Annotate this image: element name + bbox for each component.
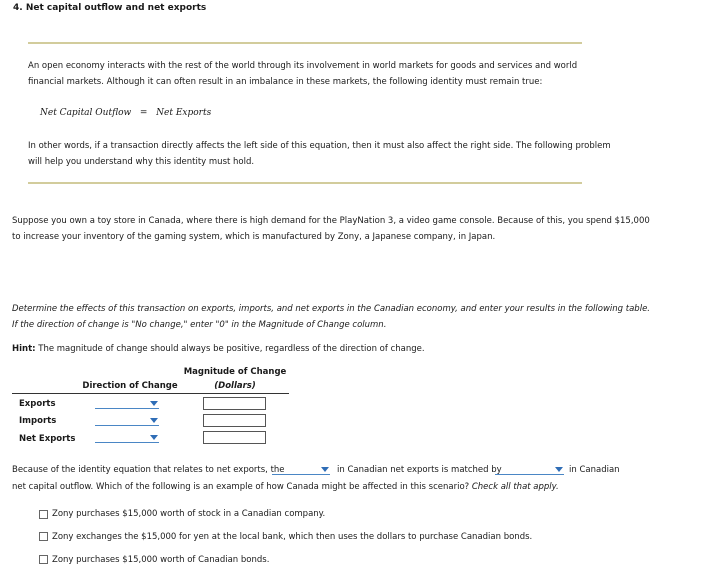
matching-change-dropdown[interactable] (495, 466, 564, 475)
exports-magnitude-input[interactable] (203, 397, 266, 410)
chevron-down-icon (555, 467, 563, 472)
instructions-line-1: Determine the effects of this transaction on exports, imports, and net exports in the Canadian economy, and enter your results in the following table. (12, 304, 650, 314)
identity-question-part2: in Canadian net exports is matched by (337, 465, 502, 475)
net-exports-magnitude-input[interactable] (203, 431, 266, 444)
intro-text (28, 58, 577, 90)
scenario-line-2: to increase your inventory of the gaming system, which is manufactured by Zony, a Japanese company, in Japan. (12, 232, 496, 242)
identity-question-part1: Because of the identity equation that relates to net exports, the (12, 465, 285, 475)
identity-question-line2 (12, 482, 559, 492)
option-2-label: Zony exchanges the $15,000 for yen at the local bank, which then uses the dollars to purchase Canadian bonds. (52, 532, 533, 542)
intro-line-2: financial markets. Although it can often result in an imbalance in these markets, the following identity must remain true: (28, 77, 543, 87)
option-1-checkbox[interactable] (39, 510, 48, 519)
magnitude-header-line-1: Magnitude of Change (183, 367, 287, 377)
equation-right: Net Exports (156, 108, 212, 118)
scenario-line-1: Suppose you own a toy store in Canada, where there is high demand for the PlayNation 3, a video game console. Because of this, you spend $15,000 (12, 216, 650, 226)
exports-direction-dropdown[interactable] (95, 400, 159, 409)
intro-line-1: An open economy interacts with the rest of the world through its involvement in world markets for goods and services and world (28, 61, 578, 71)
equation-operator: = (139, 108, 148, 118)
row-label-imports: Imports (19, 416, 57, 426)
magnitude-header (180, 367, 290, 391)
chevron-down-icon (150, 435, 158, 440)
section-divider-top (28, 42, 582, 44)
hint-text: The magnitude of change should always be positive, regardless of the direction of change. (38, 344, 425, 354)
identity-equation (40, 108, 211, 118)
option-2-checkbox[interactable] (39, 532, 48, 541)
table-header-rule (12, 393, 289, 394)
chevron-down-icon (150, 401, 158, 406)
net-exports-direction-dropdown[interactable] (95, 434, 159, 443)
intro-line-4: will help you understand why this identity must hold. (28, 157, 255, 167)
row-label-exports: Exports (19, 399, 56, 409)
instructions-text (12, 301, 650, 333)
imports-magnitude-input[interactable] (203, 414, 266, 427)
intro-line-3: In other words, if a transaction directly affects the left side of this equation, then it must also affect the right side. The following problem (28, 141, 611, 151)
hint (12, 344, 425, 354)
row-label-net-exports: Net Exports (19, 434, 76, 444)
option-1-label: Zony purchases $15,000 worth of stock in a Canadian company. (52, 509, 326, 519)
identity-question-part3: in Canadian (569, 465, 620, 475)
option-3-checkbox[interactable] (39, 555, 48, 564)
imports-direction-dropdown[interactable] (95, 417, 159, 426)
chevron-down-icon (321, 467, 329, 472)
option-3-label: Zony purchases $15,000 worth of Canadian bonds. (52, 555, 270, 565)
page-title: 4. Net capital outflow and net exports (13, 3, 207, 13)
equation-left: Net Capital Outflow (40, 108, 132, 118)
magnitude-header-line-2: (Dollars) (214, 381, 256, 391)
identity-question-text: net capital outflow. Which of the following is an example of how Canada might be affected in this scenario? (12, 482, 470, 492)
change-type-dropdown[interactable] (272, 466, 330, 475)
intro-explanation (28, 138, 611, 170)
instructions-line-2: If the direction of change is "No change," enter "0" in the Magnitude of Change column. (12, 320, 387, 330)
chevron-down-icon (150, 418, 158, 423)
check-all-note: Check all that apply. (471, 482, 559, 492)
scenario-text (12, 213, 650, 245)
section-divider-bottom (28, 182, 582, 184)
hint-label: Hint: (12, 344, 36, 354)
direction-header: Direction of Change (82, 381, 178, 391)
